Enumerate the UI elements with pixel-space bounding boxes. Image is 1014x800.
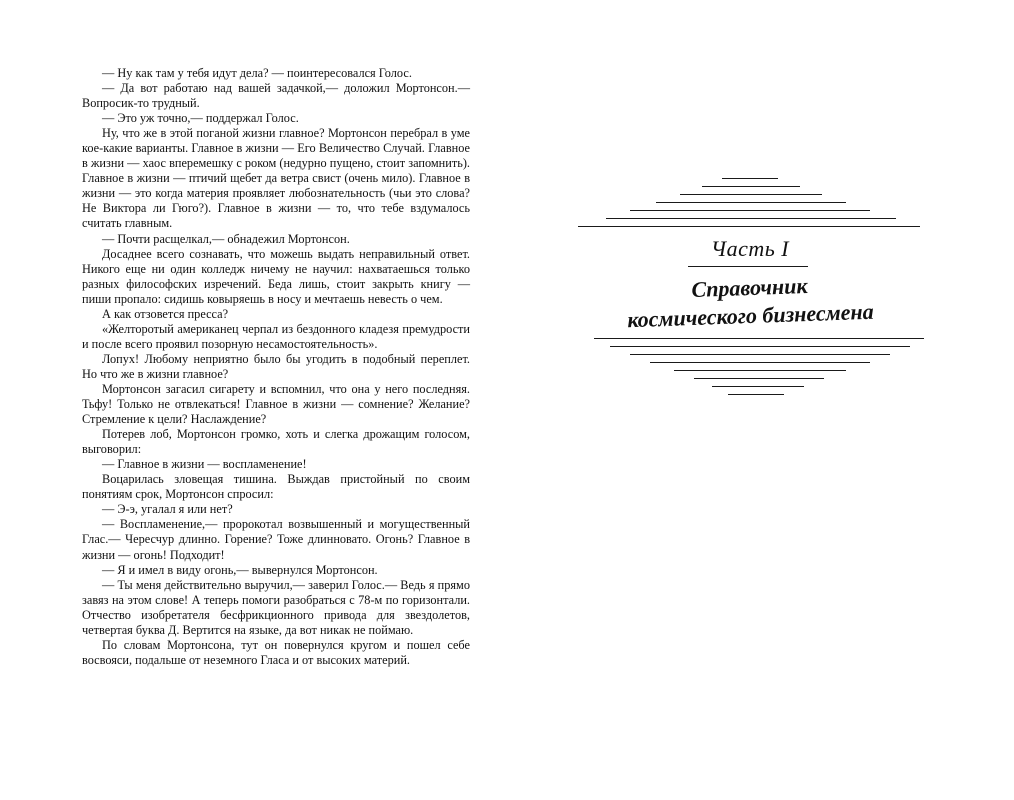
- paragraph: Лопух! Любому неприятно было бы угодить в подобный переплет. Но что же в жизни главное?: [82, 351, 470, 381]
- paragraph: — Э-э, угалал я или нет?: [102, 502, 233, 517]
- paragraph: Досаднее всего сознавать, что можешь выдать неправильный ответ. Никого еще ни один колледж ничему не научил: нахватаешься только разных философских изречений. Беда лишь, стоит закрыть книгу — пиши пропало: сидишь ковыряешь в носу и мечтаешь невесть о чем.: [82, 246, 470, 306]
- decorative-rule: [728, 394, 784, 395]
- paragraph: Мортонсон загасил сигарету и вспомнил, что она у него последняя. Тьфу! Только не отвлекаться! Главное в жизни — сомнение? Желание? Стремление к цели? Наслаждение?: [82, 381, 470, 427]
- left-page-text: [82, 66, 470, 668]
- book-title-line-1: Справочник: [691, 272, 808, 303]
- decorative-rule: [630, 210, 870, 211]
- book-title-line-2: космического бизнесмена: [626, 298, 875, 333]
- paragraph: По словам Мортонсона, тут он повернулся кругом и пошел себе восвояси, подальше от неземного Гласа и от высоких материй.: [82, 637, 470, 667]
- paragraph: Ну, что же в этой поганой жизни главное? Мортонсон перебрал в уме кое-какие варианты. Главное в жизни — Его Величество Случай. Главное в жизни — хаос вперемешку с роком (недурно пущено, стоит запомнить). Главное в жизни — птичий щебет да ветра свист (очень мило). Главное в жизни — это когда материя проявляет любознательность (чьи это слова? Не Виктора ли Гюго?). Главное в жизни — то, что тебе вздумалось считать главным.: [82, 126, 470, 231]
- part-heading: Часть I: [710, 236, 790, 261]
- paragraph: — Ну как там у тебя идут дела? — поинтересовался Голос.: [102, 66, 412, 80]
- paragraph: — Да вот работаю над вашей задачкой,— доложил Мортонсон.— Вопросик-то трудный.: [82, 81, 470, 111]
- paragraph: Потерев лоб, Мортонсон громко, хоть и слегка дрожащим голосом, выговорил:: [82, 427, 470, 457]
- paragraph: — Воспламенение,— пророкотал возвышенный и могущественный Глас.— Чересчур длинно. Горение? Тоже длинновато. Огонь? Главное в жизни — огонь! Подходит!: [82, 517, 470, 562]
- decorative-rule: [650, 362, 870, 363]
- paragraph: — Это уж точно,— поддержал Голос.: [102, 111, 299, 126]
- paragraph: — Главное в жизни — воспламенение!: [102, 457, 307, 472]
- book-title: [579, 268, 921, 336]
- decorative-rule: [702, 186, 800, 187]
- decorative-rule: [606, 218, 896, 219]
- decorative-rule: [610, 346, 910, 347]
- paragraph: — Ты меня действительно выручил,— заверил Голос.— Ведь я прямо завяз на этом слове! А теперь помоги разобраться с 78-м по горизонтали. Отчество изобретателя бесфрикционного привода для звездолетов, четвертая буква Д. Вертится на языке, да вот никак не поймаю.: [82, 577, 470, 637]
- decorative-rule: [594, 338, 924, 339]
- decorative-rule: [578, 226, 920, 227]
- paragraph: «Желторотый американец черпал из бездонного кладезя премудрости и после всего проявил позорную несамостоятельность».: [82, 321, 470, 351]
- decorative-rule: [722, 178, 778, 179]
- paragraph: А как отзовется пресса?: [102, 306, 229, 321]
- decorative-rule: [680, 194, 822, 195]
- paragraph: — Я и имел в виду огонь,— вывернулся Мортонсон.: [102, 562, 378, 577]
- decorative-rule: [656, 202, 846, 203]
- heading-underline: [688, 266, 808, 267]
- right-page-title-block: [570, 0, 930, 800]
- decorative-rule: [694, 378, 824, 379]
- paragraph: Воцарилась зловещая тишина. Выждав пристойный по своим понятиям срок, Мортонсон спросил:: [82, 472, 470, 502]
- decorative-rule: [712, 386, 804, 387]
- decorative-rule: [630, 354, 890, 355]
- decorative-rule: [674, 370, 846, 371]
- paragraph: — Почти расщелкал,— обнадежил Мортонсон.: [102, 231, 350, 246]
